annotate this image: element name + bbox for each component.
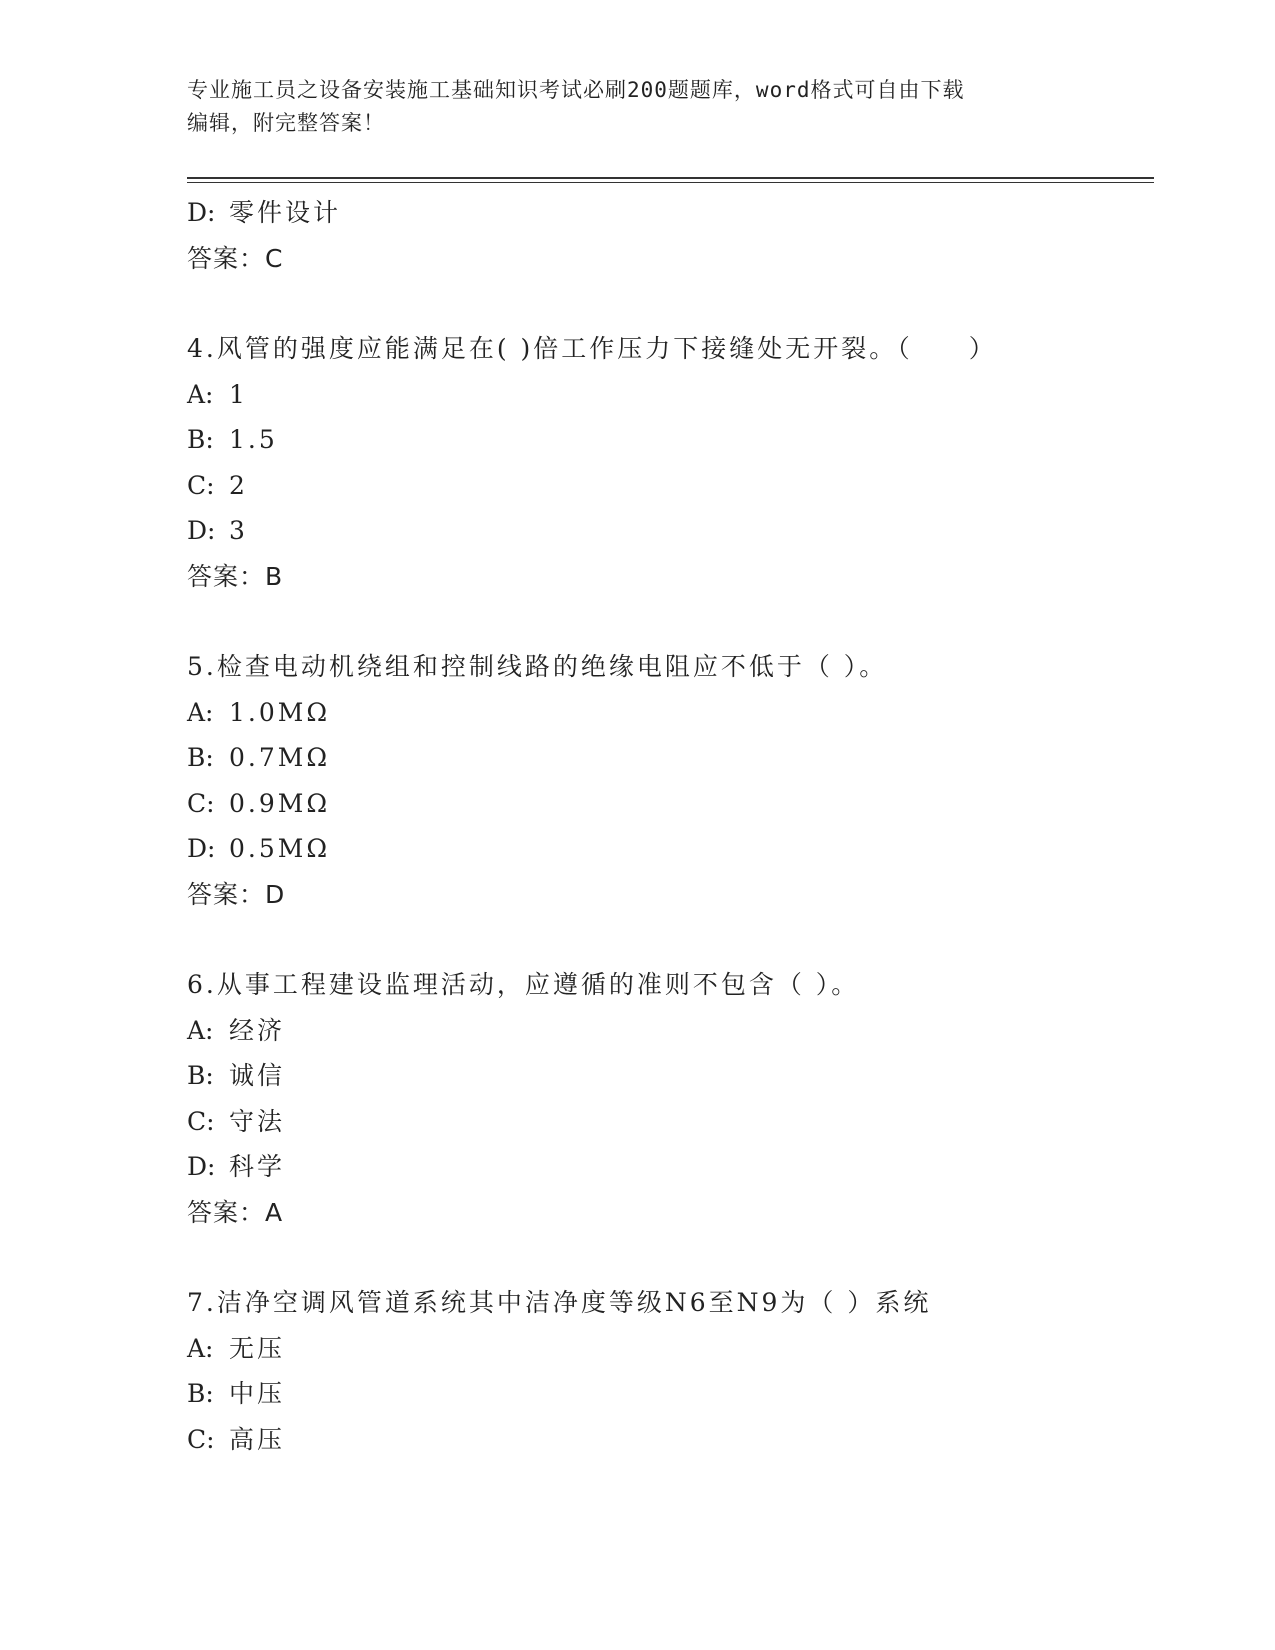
option-text: 诚信 [229,1061,286,1090]
option-d [187,190,1154,236]
option-text: 1.0MΩ [229,697,331,727]
option-label: C: [187,1106,215,1136]
option-label: B: [187,1379,214,1408]
option-text: 高压 [229,1424,286,1454]
answer-line: 答案：B [187,561,284,591]
spacer [187,917,1154,962]
option-c [187,781,1154,827]
option-b [187,735,1154,781]
option-label: C: [187,788,215,818]
header-title-line-2: 编辑，附完整答案！ [187,111,385,135]
spacer [187,599,1154,644]
option-b [187,417,1154,463]
spacer [187,1235,1154,1280]
question-stem: 6.从事工程建设监理活动，应遵循的准则不包含（ ）。 [187,970,860,999]
answer-line: 答案：C [187,243,284,273]
option-label: A: [187,1015,214,1045]
option-text: 守法 [229,1106,286,1136]
answer-line: 答案：D [187,879,286,909]
option-text: 科学 [229,1152,286,1181]
option-text: 无压 [229,1333,286,1363]
option-text: 1.5 [229,425,278,454]
document-header [187,74,1067,140]
option-label: D: [187,1152,216,1181]
question-list [187,190,1154,1462]
header-divider-thick [187,177,1154,179]
option-label: D: [187,516,216,545]
option-label: A: [187,1333,214,1363]
option-text: 中压 [229,1379,286,1408]
option-text: 零件设计 [229,198,342,227]
option-text: 1 [229,379,248,409]
option-label: B: [187,743,214,772]
option-c [187,463,1154,509]
option-label: B: [187,425,214,454]
answer-line: 答案：A [187,1197,284,1227]
option-text: 0.5MΩ [229,834,331,863]
option-label: D: [187,834,216,863]
header-divider-thin [187,182,1154,183]
option-text: 2 [229,470,248,500]
option-text: 0.7MΩ [229,743,331,772]
option-d [187,826,1154,872]
header-title-line-1: 专业施工员之设备安装施工基础知识考试必刷200题题库，word格式可自由下载 [187,78,965,102]
option-text: 0.9MΩ [229,788,331,818]
option-a [187,690,1154,736]
question-stem: 4.风管的强度应能满足在( )倍工作压力下接缝处无开裂。（ ） [187,334,997,363]
option-label: A: [187,697,214,727]
spacer [187,281,1154,326]
option-label: C: [187,1424,215,1454]
option-label: C: [187,470,215,500]
option-label: D: [187,198,216,227]
option-c [187,1099,1154,1145]
option-label: B: [187,1061,214,1090]
option-text: 3 [229,516,248,545]
option-d [187,508,1154,554]
option-a [187,372,1154,418]
question-stem: 7.洁净空调风管道系统其中洁净度等级N6至N9为（ ）系统 [187,1288,932,1317]
option-c [187,1417,1154,1463]
option-a [187,1326,1154,1372]
option-d [187,1144,1154,1190]
option-label: A: [187,379,214,409]
option-b [187,1053,1154,1099]
option-b [187,1371,1154,1417]
question-stem: 5.检查电动机绕组和控制线路的绝缘电阻应不低于（ ）。 [187,652,888,681]
option-text: 经济 [229,1015,286,1045]
option-a [187,1008,1154,1054]
